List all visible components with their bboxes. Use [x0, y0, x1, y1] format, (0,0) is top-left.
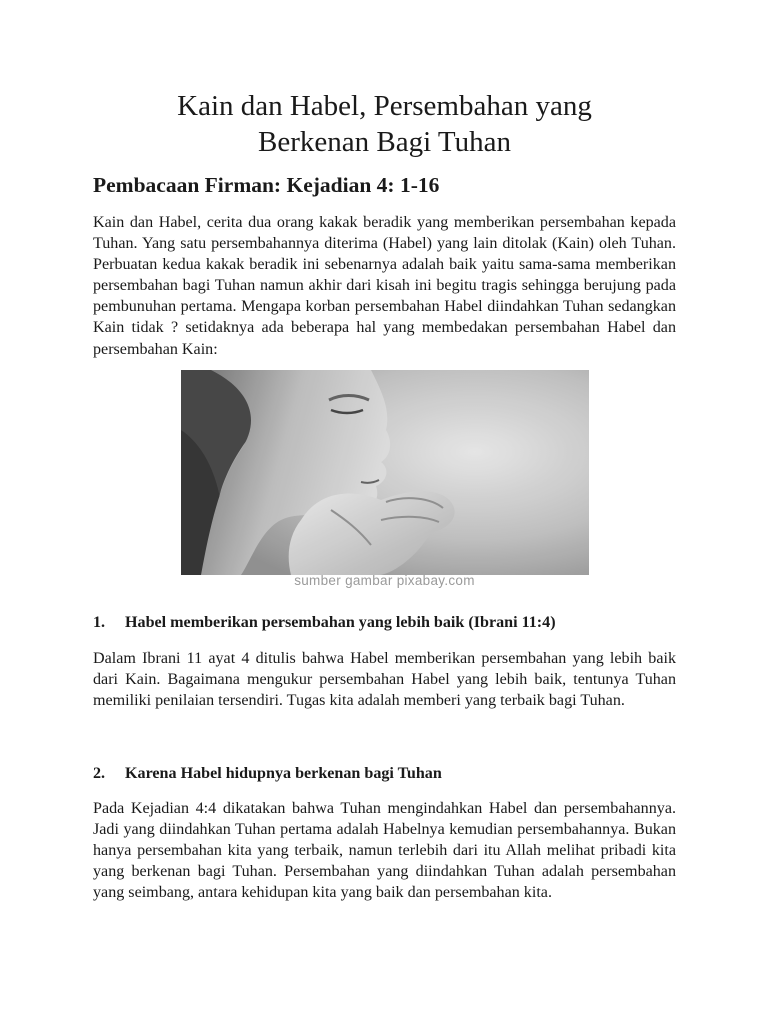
section-heading-1: [93, 612, 556, 633]
intro-paragraph: Kain dan Habel, cerita dua orang kakak beradik yang memberikan persembahan kepada Tuhan. Yang satu persembahannya diterima (Habel) yang lain ditolak (Kain) oleh Tuhan. Perbuatan kedua kakak beradik ini sebenarnya adalah baik yaitu sama-sama memberikan persembahan bagi Tuhan namun akhir dari kisah ini begitu tragis sehingga berujung pada pembunuhan pertama. Mengapa korban persembahan Habel diindahkan Tuhan sedangkan Kain tidak ? setidaknya ada beberapa hal yang membedakan persembahan Habel dan persembahan Kain:: [93, 214, 676, 358]
section-heading-text-2: Karena Habel hidupnya berkenan bagi Tuhan: [125, 765, 442, 782]
scripture-reading-subtitle: Pembacaan Firman: Kejadian 4: 1-16: [93, 173, 440, 197]
section-body-2: Pada Kejadian 4:4 dikatakan bahwa Tuhan mengindahkan Habel dan persembahannya. Jadi yang diindahkan Tuhan pertama adalah Habelnya kemudian persembahannya. Bukan hanya persembahan kita yang terbaik, namun terlebih dari itu Allah melihat pribadi kita yang berkenan bagi Tuhan. Persembahan yang diindahkan Tuhan adalah persembahan yang seimbang, antara kehidupan kita yang baik dan persembahan kita.: [93, 800, 676, 902]
title-line-2: Berkenan Bagi Tuhan: [258, 126, 511, 158]
section-number-2: 2.: [93, 765, 106, 782]
title-line-1: Kain dan Habel, Persembahan yang: [177, 90, 592, 122]
praying-person-icon: [181, 370, 589, 575]
image-caption: sumber gambar pixabay.com: [294, 573, 475, 588]
praying-person-photo: [181, 370, 589, 575]
section-body-1: Dalam Ibrani 11 ayat 4 ditulis bahwa Habel memberikan persembahan yang lebih baik dari Kain. Bagaimana mengukur persembahan Habel yang lebih baik, tentunya Tuhan memiliki penilaian tersendiri. Tugas kita adalah memberi yang terbaik bagi Tuhan.: [93, 650, 676, 710]
section-heading-text-1: Habel memberikan persembahan yang lebih baik (Ibrani 11:4): [125, 614, 556, 631]
section-number-1: 1.: [93, 614, 106, 631]
section-heading-2: [93, 763, 442, 784]
page-title: [93, 88, 676, 160]
